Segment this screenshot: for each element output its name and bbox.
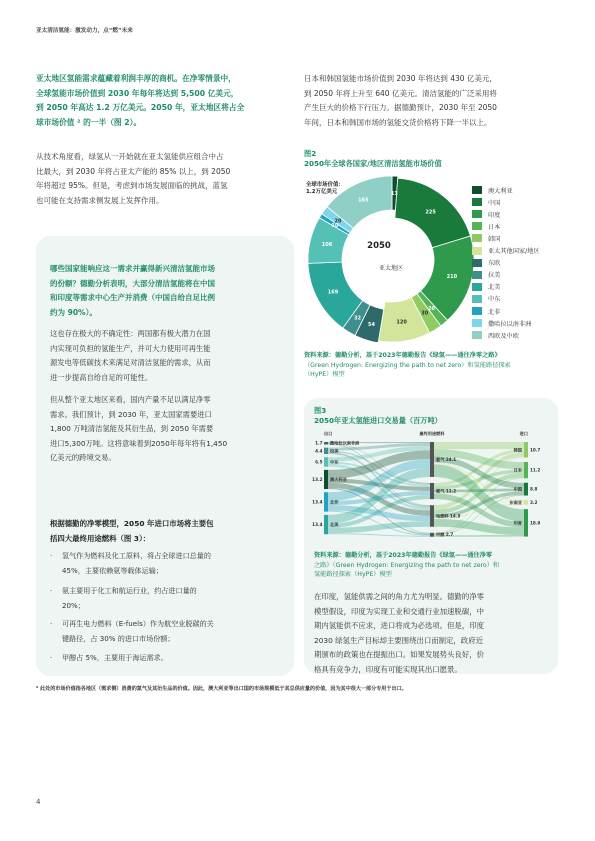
line: 球市场价值 ² 的一半（图 2）。 <box>36 117 142 127</box>
sankey-node-label: 澳大利亚 <box>330 476 347 482</box>
legend-item <box>472 258 500 268</box>
sankey-node-label: 北非 <box>330 499 339 505</box>
legend-label: 中国 <box>488 199 501 207</box>
sankey-value: 4.4 <box>315 448 323 454</box>
line: 年间，日本和韩国市场的氢能交货价格将下降一半以上。 <box>304 117 492 127</box>
line: 期颁布的政策也在提振出口。如果发展势头良好，价 <box>314 650 484 659</box>
donut-slice-label: 20 <box>428 305 435 312</box>
legend-label: 亚太其他国家/地区 <box>488 248 540 255</box>
callout-paragraph-uncertainty <box>50 327 280 385</box>
line: 哪些国家能响应这一需求并赢得新兴清洁氢能市场 <box>50 264 215 273</box>
intro-highlight <box>36 72 294 130</box>
legend-label: 东欧 <box>488 260 501 268</box>
legend-item <box>472 209 500 219</box>
sankey-node-label: 甲醇 2.7 <box>436 532 454 538</box>
line: 之路》（Green Hydrogen: Energizing the path to net zero）和 <box>314 561 500 569</box>
line: 20%； <box>62 600 85 610</box>
line: 括四大最终用途燃料（图 3）： <box>50 533 151 543</box>
sankey-value: 11.2 <box>530 467 541 473</box>
donut-slice-label: 20 <box>334 218 342 225</box>
legend-swatch <box>472 222 482 230</box>
sankey-node-label: 中东 <box>330 459 339 465</box>
sankey-node-label: 印度 <box>513 520 522 526</box>
legend-swatch <box>472 295 482 303</box>
legend-label: 撒哈拉以南非洲 <box>488 320 532 328</box>
sankey-value: 6.5 <box>315 459 323 465</box>
sankey-node-fuel <box>430 483 434 499</box>
line: 键路径，占 30% 的进口市场份额； <box>62 633 175 643</box>
donut-slice-label: 32 <box>354 315 362 322</box>
page-number: 4 <box>36 798 41 806</box>
legend-swatch <box>472 319 482 327</box>
bullet-item <box>50 617 280 646</box>
figure2-number: 图2 <box>304 149 317 158</box>
paragraph-japan-korea <box>304 72 562 130</box>
sankey-node-fuel <box>430 505 434 527</box>
donut-slice-label: 106 <box>321 241 333 248</box>
sankey-value: 18.9 <box>530 520 541 526</box>
line: 格具有竞争力，印度有可能实现其出口愿景。 <box>314 664 462 674</box>
legend-item <box>472 221 500 231</box>
legend-label: 西欧及中欧 <box>488 332 519 340</box>
legend-label: 印度 <box>488 211 501 219</box>
legend-item <box>472 294 500 304</box>
donut-slice-label: 169 <box>327 289 339 296</box>
line: 亿美元的跨境交易。 <box>50 453 116 462</box>
line: 可再生电力燃料（E-fuels）作为航空业脱碳的关 <box>62 619 214 628</box>
line: 但从整个亚太地区来看，国内产量不足以满足净零 <box>50 395 211 404</box>
callout-heading <box>50 517 280 546</box>
sankey-value: 13.4 <box>312 522 323 528</box>
bullet-dot: · <box>50 551 53 560</box>
line: 内实现可负担的氢能生产，并可大力使用可再生能 <box>50 343 211 353</box>
line: 模型假设，印度为实现工业和交通行业加速脱碳，中 <box>314 606 484 616</box>
legend-item <box>472 233 500 243</box>
line: 需求。我们预计，到 2030 年，亚太国家需要进口 <box>50 409 212 419</box>
sankey-node-fuel <box>430 442 434 477</box>
line: （Green Hydrogen: Energizing the path to net zero）和氢能路径探索 <box>304 361 511 369</box>
legend-label: 拉美 <box>488 272 501 280</box>
sankey-value: 3.2 <box>530 499 538 505</box>
legend-swatch <box>472 210 482 218</box>
sankey-flow <box>328 533 430 536</box>
line: 资料来源：德勤分析，基于2023年德勤报告《绿氢——通往净零 <box>314 552 493 559</box>
legend-label: 韩国 <box>488 235 501 243</box>
sankey-column-label: 进口 <box>519 431 528 436</box>
figure3-number: 图3 <box>314 406 327 415</box>
legend-item <box>472 306 500 316</box>
sankey-node-label: 北美 <box>330 522 339 528</box>
donut-slice-label: 10 <box>331 222 339 229</box>
line: 和印度等需求中心生产并消费（中国自给自足比例 <box>50 293 215 302</box>
line: 亚太地区氢能需求蕴藏着利润丰厚的商机。在净零情景中， <box>36 74 236 83</box>
sankey-node-label: 氢气 24.1 <box>436 456 457 462</box>
figure3-title: 2050年亚太氢能进口交易量（百万吨） <box>314 416 442 425</box>
sankey-node-exporter <box>324 492 328 511</box>
line: 期内氢能供不应求，进口将成为必选项。但是，印度 <box>314 621 484 630</box>
callout-paragraph-imports <box>50 393 280 466</box>
sankey-node-importer <box>524 442 528 458</box>
donut-slice-label: 165 <box>358 197 369 204</box>
line: 到 2050 年将上升至 640 亿美元。清洁氢能的广泛采用将 <box>304 88 497 98</box>
sankey-node-label: 东南亚 <box>509 499 522 505</box>
legend-swatch <box>472 331 482 339</box>
line: 氢能路径探索（HyPE）模型 <box>314 571 392 578</box>
donut-slice-label: 13 <box>390 191 398 198</box>
legend-swatch <box>472 247 482 255</box>
donut-slice-label: 30 <box>421 310 429 317</box>
donut-slice-label: 210 <box>446 274 458 281</box>
legend-swatch <box>472 283 482 291</box>
line: 根据德勤的净零模型，2050 年进口市场将主要包 <box>50 519 214 528</box>
sankey-node-label: 中国 <box>513 486 522 492</box>
sankey-flow <box>434 442 524 449</box>
sankey-node-label: 韩国 <box>513 447 522 453</box>
bullet-item <box>50 549 280 578</box>
figure2-title: 2050年全球各国家/地区清洁氢能市场价值 <box>304 159 442 168</box>
bullet-dot: · <box>50 653 53 662</box>
sankey-node-label: 日本 <box>513 467 522 473</box>
figure2-source <box>304 351 559 380</box>
line: （HyPE）模型 <box>304 371 345 378</box>
line: 到 2050 年高达 1.2 万亿美元。2050 年，亚太地区将占全 <box>36 103 245 112</box>
legend-item <box>472 185 513 195</box>
line: 全球氢能市场价值到 2030 年每年将达到 5,500 亿美元， <box>36 88 239 98</box>
figure3-source <box>314 551 552 580</box>
line: 比最大，到 2030 年将占亚太产能的 85% 以上，到 2050 <box>36 166 231 176</box>
sankey-node-label: 拉美 <box>330 448 339 454</box>
line: 的份额？德勤分析表明，大部分清洁氢能将在中国 <box>50 278 215 288</box>
line: 年将超过 95%。但是，考虑到市场发展面临的挑战，蓝氢 <box>36 181 228 190</box>
sankey-value: 13.4 <box>312 499 323 505</box>
bullet-item <box>50 584 280 613</box>
global-value-label: 全球市场价值： <box>306 182 344 188</box>
legend-label: 中东 <box>488 296 501 304</box>
line: 日本和韩国氢能市场价值到 2030 年将达到 430 亿美元， <box>304 74 497 83</box>
legend-swatch <box>472 198 482 206</box>
sankey-node-fuel <box>430 533 434 537</box>
line: 1,800 万吨清洁氢能及其衍生品，到 2050 年需要 <box>50 424 214 433</box>
sankey-value: 1.7 <box>315 440 323 446</box>
sankey-column-label: 出口 <box>324 431 333 436</box>
line: 氨主要用于化工和航运行业，约占进口量的 <box>62 586 197 595</box>
line: 从技术角度看，绿氢从一开始就在亚太氢能供应组合中占 <box>36 152 224 161</box>
sankey-node-label: 电燃料 14.9 <box>436 513 461 519</box>
legend-swatch <box>472 234 482 242</box>
line: 2030 绿氢生产目标却主要围绕出口而制定，政府近 <box>314 635 483 645</box>
sankey-node-importer <box>524 462 528 478</box>
legend-swatch <box>472 186 482 194</box>
sankey-node-exporter <box>324 515 328 534</box>
line: 源发电等低碳技术来满足对清洁氢能的需求，从而 <box>50 358 211 367</box>
sankey-value: 13.2 <box>312 476 323 482</box>
sankey-value: 8.8 <box>530 486 538 492</box>
legend-label: 澳大利亚 <box>488 187 513 195</box>
sankey-node-exporter <box>324 442 328 444</box>
sankey-node-exporter <box>324 448 328 454</box>
running-header: 亚太清洁氢能：激发动力，点“燃”未来 <box>36 28 133 34</box>
donut-slice-label: 120 <box>396 319 407 326</box>
sankey-value: 10.7 <box>530 447 541 453</box>
global-value-amount: 1.2万亿美元 <box>306 189 338 195</box>
line: 甲醇占 5%，主要用于海运需求。 <box>62 653 168 662</box>
figure2-donut-chart <box>304 172 474 342</box>
legend-item <box>472 270 500 280</box>
sankey-node-exporter <box>324 457 328 466</box>
legend-item <box>472 246 540 256</box>
sankey-node-label: 氨气 11.2 <box>436 488 457 494</box>
sankey-node-importer <box>524 483 528 496</box>
bullet-item <box>50 651 280 666</box>
legend-swatch <box>472 259 482 267</box>
bullet-dot: · <box>50 619 53 628</box>
paragraph-tech <box>36 150 294 208</box>
legend-label: 日本 <box>488 223 501 231</box>
legend-label: 北美 <box>488 284 501 292</box>
legend-label: 北非 <box>488 308 501 316</box>
legend-item <box>472 318 531 328</box>
line: 这也存在极大的不确定性：两国都有极大潜力在国 <box>50 329 211 338</box>
line: 也可能在支持需求侧发展上发挥作用。 <box>36 195 164 205</box>
donut-slice-label: 225 <box>425 209 436 216</box>
line: 资料来源：德勤分析，基于2023年德勤报告《绿氢——通往净零之路》 <box>304 352 501 359</box>
donut-center-year: 2050 <box>367 241 391 251</box>
line: 产生巨大的价格下行压力。据德勤预计，2030 年至 2050 <box>304 103 497 112</box>
bullet-dot: · <box>50 586 53 595</box>
paragraph-india <box>314 590 550 677</box>
sankey-node-importer <box>524 509 528 536</box>
figure3-sankey <box>312 428 552 546</box>
sankey-node-importer <box>524 500 528 505</box>
line: 进口5,300万吨。这将意味着到2050年每年将有1,450 <box>50 438 228 448</box>
legend-item <box>472 330 519 340</box>
line: 氢气作为燃料及化工原料，将占全球进口总量的 <box>62 551 211 560</box>
callout-question <box>50 262 275 320</box>
sankey-column-label: 最终用途燃料 <box>419 431 445 436</box>
donut-inner-label: 亚太地区 <box>378 265 404 272</box>
line: 在印度，氢能供需之间的角力尤为明显。德勤的净零 <box>314 592 484 601</box>
legend-swatch <box>472 307 482 315</box>
donut-slice-label: 54 <box>368 321 376 328</box>
footnote: ² 此处的市场价值指各地区（需求侧）消费的氢气及其衍生品的价值。因此，澳大利亚等出口国的市场规模低于其总供应量的价值，因为其中很大一部分专用于出口。 <box>36 686 407 692</box>
legend-item <box>472 197 500 207</box>
legend-swatch <box>472 271 482 279</box>
legend-item <box>472 282 500 292</box>
line: 45%，主要依赖氨等载体运输； <box>62 565 163 575</box>
line: 约为 90%）。 <box>50 307 97 317</box>
line: 进一步提高自给自足的可能性。 <box>50 372 153 382</box>
sankey-node-label: 撒哈拉以南非洲 <box>330 440 360 446</box>
sankey-node-exporter <box>324 470 328 489</box>
